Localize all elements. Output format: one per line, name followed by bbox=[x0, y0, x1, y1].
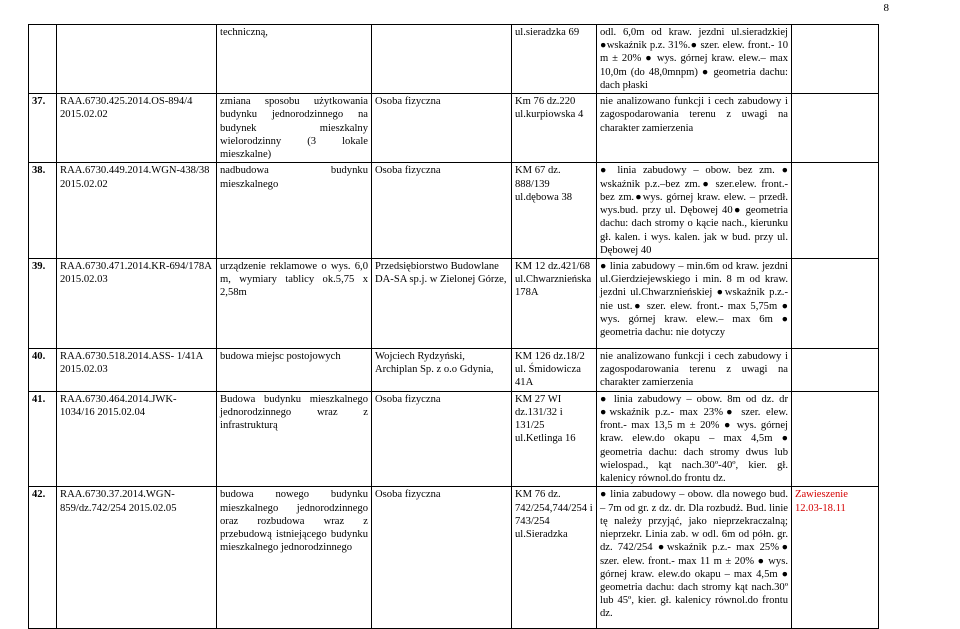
address-cell: KM 76 dz. 742/254,744/254 i 743/254 ul.Sieradzka bbox=[512, 487, 597, 629]
row-number: 37. bbox=[29, 94, 57, 163]
table-row bbox=[29, 391, 879, 487]
description-cell: Budowa budynku mieszkalnego jednorodzinnego wraz z infrastrukturą bbox=[217, 391, 372, 487]
description-cell: techniczną, bbox=[217, 25, 372, 94]
row-number: 40. bbox=[29, 348, 57, 391]
address-cell: KM 67 dz. 888/139 ul.dębowa 38 bbox=[512, 163, 597, 259]
note-cell: nie analizowano funkcji i cech zabudowy i zagospodarowania terenu z uwagi na charakter zamierzenia bbox=[597, 94, 792, 163]
status-cell bbox=[792, 391, 879, 487]
address-cell: ul.sieradzka 69 bbox=[512, 25, 597, 94]
address-cell: KM 126 dz.18/2 ul. Śmidowicza 41A bbox=[512, 348, 597, 391]
investor-cell: Przedsiębiorstwo Budowlane DA-SA sp.j. w Zielonej Górze, bbox=[372, 258, 512, 348]
note-cell: ● linia zabudowy – obow. bez zm. ● wskaźnik p.z.–bez zm.● szer.elew. front.-bez zm.●wys. górnej kraw. elew. – przedł. wys.bud. przy ul. Dębowej 40● geometria dachu: dach stromy o kącie nach., kierunku gł. kalen. i wys. kalen. jak w bud. przy ul. Dębowej 40 bbox=[597, 163, 792, 259]
description-cell: budowa miejsc postojowych bbox=[217, 348, 372, 391]
address-cell: KM 27 WI dz.131/32 i 131/25 ul.Ketlinga 16 bbox=[512, 391, 597, 487]
table-row bbox=[29, 94, 879, 163]
reference-cell: RAA.6730.518.2014.ASS- 1/41A 2015.02.03 bbox=[57, 348, 217, 391]
reference-cell: RAA.6730.425.2014.OS-894/4 2015.02.02 bbox=[57, 94, 217, 163]
status-cell bbox=[792, 163, 879, 259]
description-cell: nadbudowa budynku mieszkalnego bbox=[217, 163, 372, 259]
reference-cell: RAA.6730.471.2014.KR-694/178A 2015.02.03 bbox=[57, 258, 217, 348]
row-number: 42. bbox=[29, 487, 57, 629]
table-row bbox=[29, 348, 879, 391]
reference-cell: RAA.6730.37.2014.WGN-859/dz.742/254 2015.02.05 bbox=[57, 487, 217, 629]
note-cell: ● linia zabudowy – min.6m od kraw. jezdni ul.Gierdziejewskiego i min. 8 m od kraw. jezdni ul.Chwarznieńskiej ●wskaźnik p.z.- nie ust.● szer. elew. front.- max 5,75m ● wys. górnej kraw. elew.– max 6m ● geometria dachu: nie dotyczy bbox=[597, 258, 792, 348]
description-cell: budowa nowego budynku mieszkalnego jednorodzinnego oraz rozbudowa wraz z przebudową istniejącego budynku mieszkalnego jednorodzinnego bbox=[217, 487, 372, 629]
description-cell: zmiana sposobu użytkowania budynku jednorodzinnego na budynek mieszkalny wielorodzinny (3 lokale mieszkalne) bbox=[217, 94, 372, 163]
table-row bbox=[29, 487, 879, 629]
page-number: 8 bbox=[883, 2, 889, 14]
investor-cell: Wojciech Rydzyński, Archiplan Sp. z o.o Gdynia, bbox=[372, 348, 512, 391]
row-number: 39. bbox=[29, 258, 57, 348]
note-cell: nie analizowano funkcji i cech zabudowy i zagospodarowania terenu z uwagi na charakter zamierzenia bbox=[597, 348, 792, 391]
investor-cell: Osoba fizyczna bbox=[372, 487, 512, 629]
row-number: 41. bbox=[29, 391, 57, 487]
investor-cell: Osoba fizyczna bbox=[372, 94, 512, 163]
decisions-table bbox=[28, 24, 879, 629]
table-row bbox=[29, 163, 879, 259]
row-number: 38. bbox=[29, 163, 57, 259]
table-row bbox=[29, 258, 879, 348]
status-cell bbox=[792, 348, 879, 391]
status-cell: Zawieszenie 12.03-18.11 bbox=[792, 487, 879, 629]
note-cell: ● linia zabudowy – obow. 8m od dz. dr ●wskaźnik p.z.- max 23%● szer. elew. front.- max 13,5 m ± 20% ● wys. górnej kraw. elew.do okapu – max 4,5m ● geometria dachu: dach stromy dwus lub wielospad., kąt nach.30º-40º, kier. gł. kalenicy równol.do frontu dz. bbox=[597, 391, 792, 487]
investor-cell: Osoba fizyczna bbox=[372, 163, 512, 259]
address-cell: KM 12 dz.421/68 ul.Chwarznieńska 178A bbox=[512, 258, 597, 348]
address-cell: Km 76 dz.220 ul.kurpiowska 4 bbox=[512, 94, 597, 163]
reference-cell: RAA.6730.464.2014.JWK- 1034/16 2015.02.04 bbox=[57, 391, 217, 487]
status-cell bbox=[792, 258, 879, 348]
table-row bbox=[29, 25, 879, 94]
status-cell bbox=[792, 94, 879, 163]
description-cell: urządzenie reklamowe o wys. 6,0 m, wymiary tablicy ok.5,75 x 2,58m bbox=[217, 258, 372, 348]
investor-cell: Osoba fizyczna bbox=[372, 391, 512, 487]
reference-cell: RAA.6730.449.2014.WGN-438/38 2015.02.02 bbox=[57, 163, 217, 259]
note-cell: odl. 6,0m od kraw. jezdni ul.sieradzkiej ●wskaźnik p.z. 31%.● szer. elew. front.- 10 m ± 20% ● wys. górnej kraw. elew.– max 10,0m (do 48,0mnpm) ● geometria dachu: dach płaski bbox=[597, 25, 792, 94]
note-cell: ● linia zabudowy – obow. dla nowego bud. – 7m od gr. z dz. dr. Dla rozbudż. Bud. linie tę należy przyjąć, jako nieprzekraczalną; nieprzekr. Linia zab. w odl. 6m od półn. gr. dz. 742/254 ●wskaźnik p.z.- max 25%● szer. elew. front.- max 11 m ± 20% ● wys. górnej kraw. elew.do okapu – max 4,5m ● geometria dachu: dach stromy kąt nach.30º lub 45º, kier. gł. kalenicy równol.do frontu dz. bbox=[597, 487, 792, 629]
